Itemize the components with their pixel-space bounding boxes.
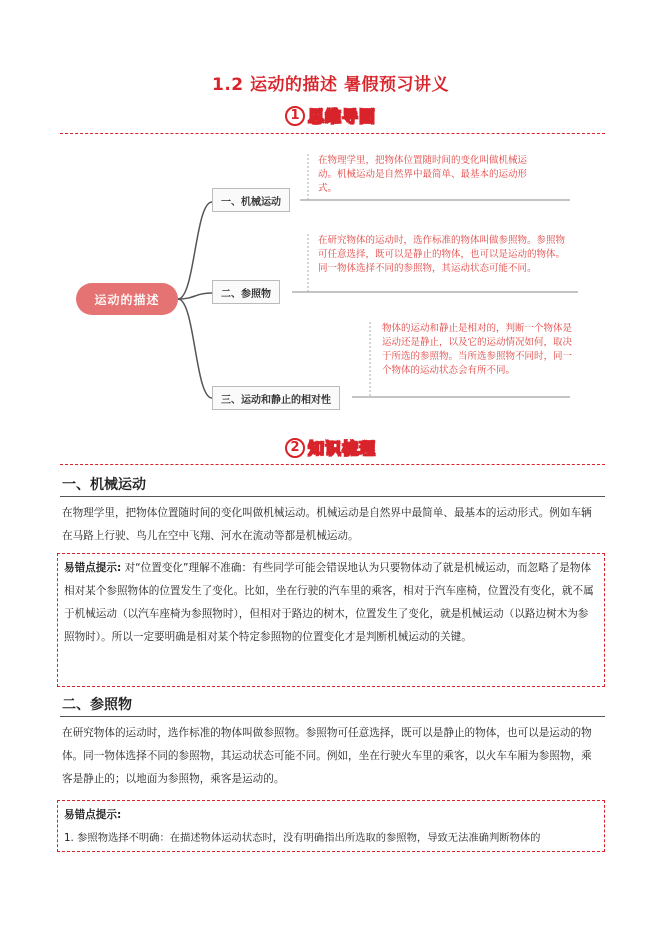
note-relativity: 物体的运动和静止是相对的，判断一个物体是运动还是静止，以及它的运动情况如何，取决于所选的参照物。当所选参照物不同时，同一个物体的运动状态会有所不同。 bbox=[382, 323, 573, 376]
tip-label: 易错点提示: bbox=[64, 809, 122, 821]
branch-mechanical-motion: 一、机械运动 bbox=[212, 188, 290, 212]
tip-text: 对“位置变化”理解不准确：有些同学可能会错误地认为只要物体动了就是机械运动，而忽略了是物体相对某个参照物体的位置发生了变化。比如，坐在行驶的汽车里的乘客，相对于汽车座椅，位置没有变化，就不属于机械运动（以汽车座椅为参照物时），但相对于路边的树木，位置发生了变化，就是机械运动（以路边树木为参照物时）。所以一定要明确是相对某个特定参照物的位置变化才是判断机械运动的关键。 bbox=[64, 562, 594, 643]
tip-box-reference-object bbox=[57, 800, 605, 852]
section-header-knowledge bbox=[0, 436, 661, 459]
branch-reference-object: 二、参照物 bbox=[212, 280, 280, 304]
heading-mechanical-motion: 一、机械运动 bbox=[62, 477, 146, 493]
section-divider bbox=[60, 464, 605, 465]
section-header-mindmap bbox=[0, 104, 661, 127]
paragraph-reference-object: 在研究物体的运动时，选作标准的物体叫做参照物。参照物可任意选择，既可以是静止的物体，也可以是运动的物体。同一物体选择不同的参照物，其运动状态可能不同。例如，坐在行驶火车里的乘客，以火车车厢为参照物，乘客是静止的；以地面为参照物，乘客是运动的。 bbox=[62, 727, 592, 785]
note-mechanical-motion: 在物理学里，把物体位置随时间的变化叫做机械运动。机械运动是自然界中最简单、最基本的运动形式。 bbox=[318, 155, 528, 194]
section-divider bbox=[60, 133, 605, 134]
section-number-badge: 2 bbox=[285, 438, 305, 458]
branch-relativity: 三、运动和静止的相对性 bbox=[212, 386, 340, 410]
mind-map bbox=[60, 140, 605, 430]
note-reference-object: 在研究物体的运动时，选作标准的物体叫做参照物。参照物可任意选择，既可以是静止的物体，也可以是运动的物体。同一物体选择不同的参照物，其运动状态可能不同。 bbox=[318, 235, 566, 274]
paragraph-mechanical-motion: 在物理学里，把物体位置随时间的变化叫做机械运动。机械运动是自然界中最简单、最基本的运动形式。例如车辆在马路上行驶、鸟儿在空中飞翔、河水在流动等都是机械运动。 bbox=[62, 507, 592, 542]
section-title: 思维导图 bbox=[307, 107, 376, 126]
heading-reference-object: 二、参照物 bbox=[62, 697, 132, 713]
heading-rule bbox=[60, 496, 605, 497]
section-title: 知识梳理 bbox=[307, 439, 376, 458]
tip-label: 易错点提示: bbox=[64, 562, 122, 574]
tip-box-mechanical-motion bbox=[57, 553, 605, 687]
section-number-badge: 1 bbox=[285, 106, 305, 126]
mind-map-root: 运动的描述 bbox=[76, 283, 178, 315]
heading-rule bbox=[60, 716, 605, 717]
page-title: 1.2 运动的描述 暑假预习讲义 bbox=[212, 75, 449, 95]
tip-text: 1. 参照物选择不明确：在描述物体运动状态时，没有明确指出所选取的参照物，导致无法准确判断物体的 bbox=[64, 832, 541, 844]
